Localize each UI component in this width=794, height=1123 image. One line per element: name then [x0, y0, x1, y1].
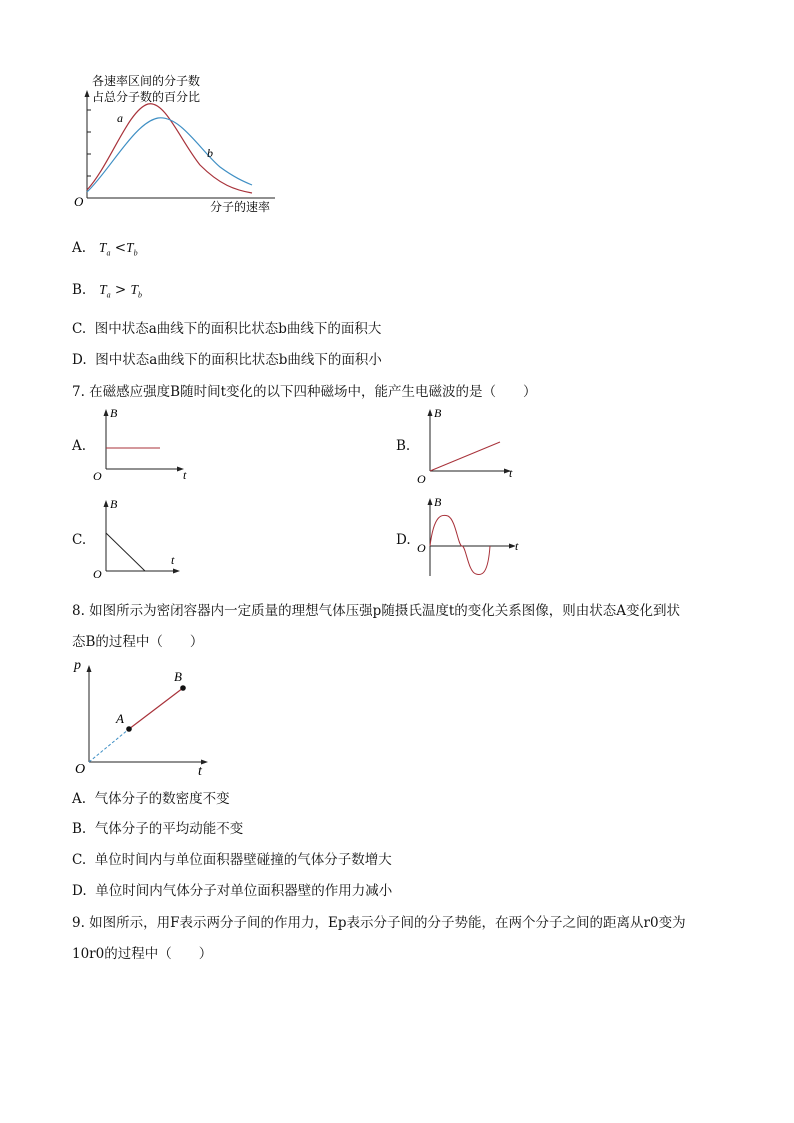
x-label: t: [171, 553, 175, 567]
b-increasing-line: [430, 442, 500, 471]
q7-graph-c: [88, 496, 198, 582]
origin-label: O: [417, 472, 426, 485]
origin-label: O: [75, 762, 86, 777]
y-axis-arrow: [87, 665, 92, 672]
x-label: t: [515, 539, 519, 553]
q7-graph-c-label: C.: [72, 532, 87, 548]
y-axis-arrow: [428, 498, 433, 505]
y-axis-arrow: [85, 90, 90, 97]
y-axis-arrow: [104, 409, 109, 416]
q7-graph-d: [412, 494, 532, 580]
ylabel-line2: 占总分子数的百分比: [92, 90, 201, 104]
q6-option-a: A. $T_a <T_b$: [72, 240, 138, 258]
y-label: B: [110, 406, 118, 420]
q8-stem-line1: 8. 如图所示为密闭容器内一定质量的理想气体压强p随摄氏温度t的变化关系图像，则由状态A变化到状: [72, 603, 680, 619]
y-axis-arrow: [104, 500, 109, 507]
q7-graph-a: [88, 405, 198, 485]
origin-label: O: [417, 541, 426, 555]
ylabel-line1: 各速率区间的分子数: [92, 74, 201, 88]
origin-label: O: [93, 469, 102, 483]
q8-option-c: C. 单位时间内与单位面积器壁碰撞的气体分子数增大: [72, 852, 392, 868]
y-label: B: [434, 406, 442, 420]
q7-graph-b: [412, 405, 532, 485]
curve-a-label: a: [117, 111, 123, 125]
q7-graph-b-label: B.: [396, 438, 411, 454]
q9-stem-line2: 10r0的过程中（ ）: [72, 946, 213, 962]
xlabel: 分子的速率: [210, 200, 271, 214]
q6-option-d: D. 图中状态a曲线下的面积比状态b曲线下的面积小: [72, 352, 382, 368]
speed-distribution-figure: [70, 70, 300, 220]
x-label: t: [183, 468, 187, 482]
a-to-b-line: [129, 688, 183, 729]
q7-stem: 7. 在磁感应强度B随时间t变化的以下四种磁场中，能产生电磁波的是（ ）: [72, 384, 537, 400]
q9-stem-line1: 9. 如图所示，用F表示两分子间的作用力，Ep表示分子间的分子势能，在两个分子之间的距离从r0变为: [72, 915, 686, 931]
curve-b: [87, 118, 252, 192]
b-decreasing-line: [106, 533, 145, 571]
x-label: t: [509, 466, 513, 480]
extrapolation-dashed-line: [89, 729, 129, 762]
curve-a: [87, 104, 252, 193]
q8-option-b: B. 气体分子的平均动能不变: [72, 821, 244, 837]
y-label: p: [74, 658, 81, 673]
q6-option-c: C. 图中状态a曲线下的面积比状态b曲线下的面积大: [72, 321, 382, 337]
y-label: B: [434, 495, 442, 509]
q7-graph-a-label: A.: [72, 438, 87, 454]
x-axis-arrow: [201, 760, 208, 765]
y-axis-arrow: [428, 409, 433, 416]
curve-b-label: b: [207, 146, 213, 160]
point-a: [126, 726, 132, 732]
q6-option-b: B. $T_a > T_b$: [72, 282, 143, 300]
point-a-label: A: [116, 711, 124, 726]
q8-pt-graph: [72, 655, 222, 780]
origin-label: O: [93, 567, 102, 581]
q8-option-d: D. 单位时间内气体分子对单位面积器壁的作用力减小: [72, 883, 393, 899]
point-b: [180, 685, 186, 691]
q7-graph-d-label: D.: [396, 532, 411, 548]
x-label: t: [198, 764, 202, 779]
y-label: B: [110, 497, 118, 511]
q8-stem-line2: 态B的过程中（ ）: [72, 634, 204, 650]
q8-option-a: A. 气体分子的数密度不变: [72, 791, 230, 807]
x-axis-arrow: [173, 569, 180, 574]
origin-label: O: [74, 194, 84, 209]
point-b-label: B: [174, 669, 182, 684]
b-sine-curve: [430, 515, 490, 574]
